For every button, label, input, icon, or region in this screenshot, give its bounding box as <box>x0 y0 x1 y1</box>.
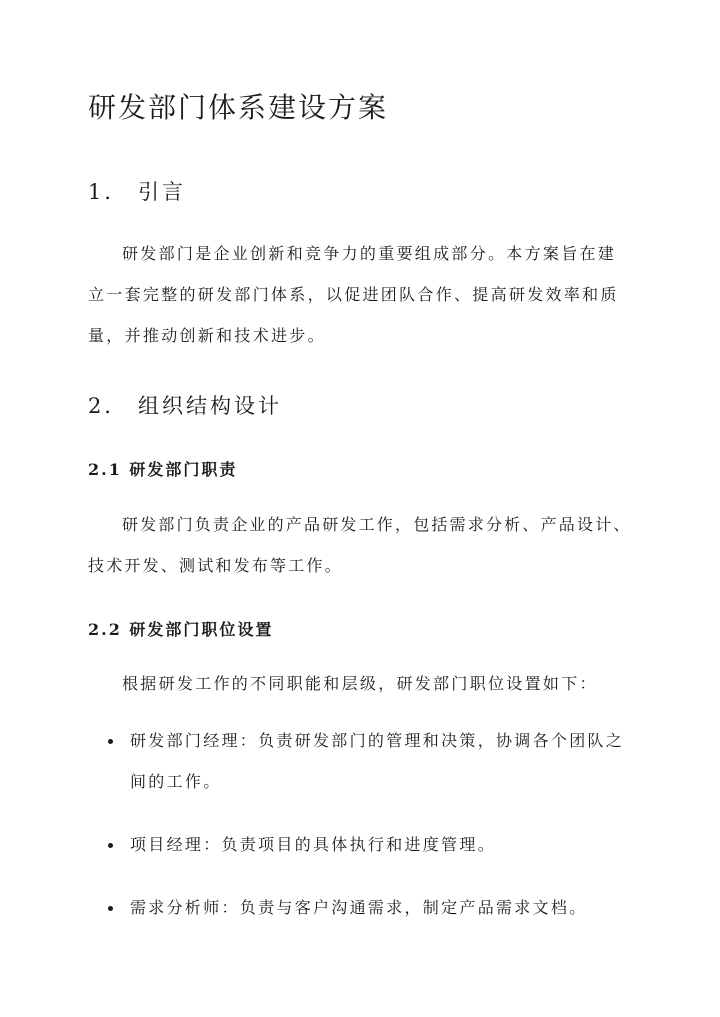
section-heading-introduction: 1． 引言 <box>88 180 187 204</box>
responsibilities-paragraph: 研发部门负责企业的产品研发工作，包括需求分析、产品设计、技术开发、测试和发布等工作。 <box>88 515 632 575</box>
subsection-heading-responsibilities: 2.1 研发部门职责 <box>88 460 238 479</box>
list-item-text: 研发部门经理：负责研发部门的管理和决策，协调各个团队之间的工作。 <box>130 731 625 791</box>
introduction-paragraph: 研发部门是企业创新和竞争力的重要组成部分。本方案旨在建立一套完整的研发部门体系，以促进团队合作、提高研发效率和质量，并推动创新和技术进步。 <box>88 244 619 345</box>
section-heading-org-structure: 2． 组织结构设计 <box>88 394 283 418</box>
subsection-heading-positions: 2.2 研发部门职位设置 <box>88 620 274 639</box>
document-title: 研发部门体系建设方案 <box>88 91 389 124</box>
bullet-icon <box>108 843 113 848</box>
bullet-icon <box>108 906 113 911</box>
list-item-text: 需求分析师：负责与客户沟通需求，制定产品需求文档。 <box>130 898 588 917</box>
list-item <box>88 720 634 802</box>
bullet-icon <box>108 739 113 744</box>
positions-intro-paragraph: 根据研发工作的不同职能和层级，研发部门职位设置如下： <box>122 674 598 693</box>
list-item-text: 项目经理：负责项目的具体执行和进度管理。 <box>130 835 497 854</box>
list-item <box>88 887 634 928</box>
positions-bullet-list <box>88 720 634 950</box>
list-item <box>88 824 634 865</box>
